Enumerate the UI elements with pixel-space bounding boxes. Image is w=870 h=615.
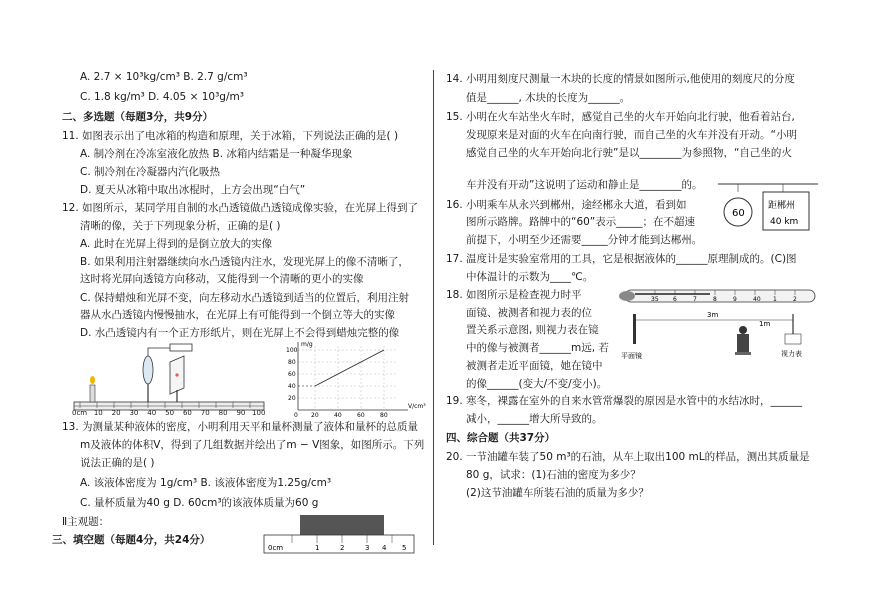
q18-line-4: 中的像与被测者______m远, 若 [466, 342, 609, 354]
svg-text:35: 35 [651, 296, 659, 303]
speed-limit-value: 60 [732, 208, 745, 219]
ruler-label: 2 [340, 544, 345, 552]
eye-chart-label: 视力表 [781, 350, 802, 358]
q10-option-ab: A. 2.7 × 10³kg/cm³ B. 2.7 g/cm³ [80, 71, 248, 83]
candle [90, 385, 95, 402]
q19-line-2: 减小，______增大所导致的。 [466, 413, 603, 425]
person-body [737, 334, 749, 352]
q13-option-cd: C. 量杯质量为40 g D. 60cm³的该液体质量为60 g [80, 497, 319, 509]
person-head [739, 326, 747, 334]
svg-text:8: 8 [713, 296, 717, 303]
eye-chart [785, 334, 801, 344]
ruler-label: 5 [402, 544, 407, 552]
section-fill-blank-title: 三、填空题（每题4分，共24分） [52, 534, 211, 546]
section-comprehensive-title: 四、综合题（共37分） [446, 432, 556, 444]
svg-text:6: 6 [673, 296, 677, 303]
distance-sign-km: 40 km [770, 217, 799, 227]
optical-bench-figure [70, 340, 270, 415]
ruler-label: 3 [365, 544, 370, 552]
q15-line-4: 车并没有开动”这说明了运动和静止是________的。 [466, 179, 703, 191]
q17-line-1: 17. 温度计是实验室常用的工具，它是根据液体的______原理制成的。(C)图 [446, 253, 797, 265]
q19-line-1: 19. 寒冬，裸露在室外的自来水管常爆裂的原因是水管中的水结冰时，______ [446, 395, 803, 407]
ruler-label: 4 [382, 544, 387, 552]
road-sign-figure [718, 180, 818, 240]
column-divider [433, 70, 434, 545]
q18-line-6: 的像______(变大/不变/变小)。 [466, 378, 608, 390]
q13-stem-1: 13. 为测量某种液体的密度，小明利用天平和量杯测量了液体和量杯的总质量 [62, 421, 419, 433]
vision-test-figure [615, 306, 820, 376]
q12-option-d: D. 水凸透镜内有一个正方形纸片，则在光屏上不会得到蜡烛完整的像 [80, 327, 400, 339]
candle-flame [90, 376, 95, 384]
q12-option-c-2: 器从水凸透镜内慢慢抽水，在光屏上有可能得到一个倒立等大的实像 [80, 309, 395, 321]
graph-xtick: 80 [380, 412, 388, 418]
graph-xtick: 40 [334, 412, 342, 418]
q15-line-2: 发现原来是对面的火车在向南行驶，而自己坐的火车并没有开动。“小明 [466, 129, 797, 141]
wood-block-ruler-figure [262, 513, 422, 555]
graph-xtick: 60 [357, 412, 365, 418]
mirror-label: 平面镜 [621, 352, 642, 360]
q12-option-b-1: B. 如果利用注射器继续向水凸透镜内注水，发现光屏上的像不清晰了， [80, 256, 409, 268]
q20-line-3: (2)这节油罐车所装石油的质量为多少？ [466, 487, 649, 499]
q13-stem-3: 说法正确的是( ) [80, 457, 155, 469]
ruler-label: 0cm [268, 544, 284, 552]
graph-ytick: 100 [286, 347, 298, 354]
m-v-line [315, 350, 384, 386]
graph-ylabel: m/g [301, 341, 313, 348]
image-on-screen [175, 373, 178, 376]
q20-line-1: 20. 一节油罐车装了50 m³的石油，从车上取出100 mL的样品，测出其质量是 [446, 451, 810, 463]
plane-mirror [633, 314, 636, 344]
wood-block [300, 515, 384, 535]
graph-ytick: 20 [288, 395, 296, 402]
section-multi-choice-title: 二、多选题（每题3分，共9分） [62, 111, 214, 123]
distance-sign-dest: 距郴州 [768, 201, 796, 211]
q18-line-5: 被测者走近平面镜，她在镜中 [466, 360, 603, 372]
q12-stem-1: 12. 如图所示，某同学用自制的水凸透镜做凸透镜成像实验，在光屏上得到了 [62, 202, 419, 214]
q15-line-3: 感觉自己坐的火车开始向北行驶”是以________为参照物，“自己坐的火 [466, 147, 792, 159]
water-lens [143, 356, 153, 384]
q11-stem: 11. 如图表示出了电冰箱的构造和原理，关于冰箱，下列说法正确的是( ) [62, 130, 399, 142]
q16-line-2: 图所示路牌。路牌中的“60”表示_____；在不超速 [466, 216, 695, 228]
q13-stem-2: m及液体的体积V，得到了几组数据并绘出了m − V图象，如图所示。下列 [80, 439, 425, 451]
syringe [170, 344, 192, 351]
graph-ytick: 80 [288, 359, 296, 366]
q12-option-a: A. 此时在光屏上得到的是倒立放大的实像 [80, 238, 273, 250]
svg-text:9: 9 [733, 296, 737, 303]
graph-ytick: 60 [288, 371, 296, 378]
q12-stem-2: 清晰的像，关于下列现象分析，正确的是( ) [80, 220, 281, 232]
q14-line-1: 14. 小明用刻度尺测量一木块的长度的情景如图所示,他使用的刻度尺的分度 [446, 73, 795, 85]
graph-xtick: 20 [311, 412, 319, 418]
thermometer-bulb [619, 291, 635, 301]
svg-text:40: 40 [753, 296, 761, 303]
q17-line-2: 中体温计的示数为____℃。 [466, 271, 594, 283]
q18-line-3: 置关系示意图, 则视力表在镜 [466, 324, 599, 336]
ruler-label: 1 [315, 544, 320, 552]
q15-line-1: 15. 小明在火车站坐火车时，感觉自己坐的火车开始向北行驶，他看着站台, [446, 111, 795, 123]
graph-xlabel: V/cm³ [408, 403, 426, 410]
q10-option-cd: C. 1.8 kg/m³ D. 4.05 × 10³g/m³ [80, 91, 244, 103]
distance-3m: 3m [707, 311, 719, 319]
clinical-thermometer-figure [615, 286, 820, 308]
q14-line-2: 值是______, 木块的长度为______。 [466, 92, 631, 104]
graph-ytick: 40 [288, 383, 296, 390]
m-v-graph [278, 338, 428, 418]
q13-option-ab: A. 该液体密度为 1g/cm³ B. 该液体密度为1.25g/cm³ [80, 477, 332, 489]
svg-text:2: 2 [793, 296, 797, 303]
svg-text:7: 7 [693, 296, 697, 303]
q20-line-2: 80 g，试求：(1)石油的密度为多少？ [466, 469, 641, 481]
q12-option-b-2: 这时将光屏向透镜方向移动，又能得到一个清晰的更小的实像 [80, 273, 364, 285]
svg-text:1: 1 [773, 296, 777, 303]
q16-line-3: 前提下，小明至少还需要_____分钟才能到达郴州。 [466, 234, 703, 246]
bench-ruler-labels: 0cm 10 20 30 40 50 60 70 80 90 100 [72, 409, 266, 417]
q12-option-c-1: C. 保持蜡烛和光屏不变，向左移动水凸透镜到适当的位置后，利用注射 [80, 292, 410, 304]
q18-line-2: 面镜、被测者和视力表的位 [466, 307, 592, 319]
small-ruler [264, 535, 414, 553]
part-two-title: Ⅱ主观题： [62, 516, 110, 528]
distance-1m: 1m [759, 320, 771, 328]
q18-line-1: 18. 如图所示是检查视力时平 [446, 289, 582, 301]
graph-xtick: 0 [294, 412, 298, 418]
q11-option-ab: A. 制冷剂在冷冻室液化放热 B. 冰箱内结霜是一种凝华现象 [80, 148, 353, 160]
q11-option-c: C. 制冷剂在冷凝器内汽化吸热 [80, 166, 221, 178]
q16-line-1: 16. 小明乘车从永兴到郴州，途经郴永大道，看到如 [446, 199, 687, 211]
q11-option-d: D. 夏天从冰箱中取出冰棍时，上方会出现“白气” [80, 184, 306, 196]
